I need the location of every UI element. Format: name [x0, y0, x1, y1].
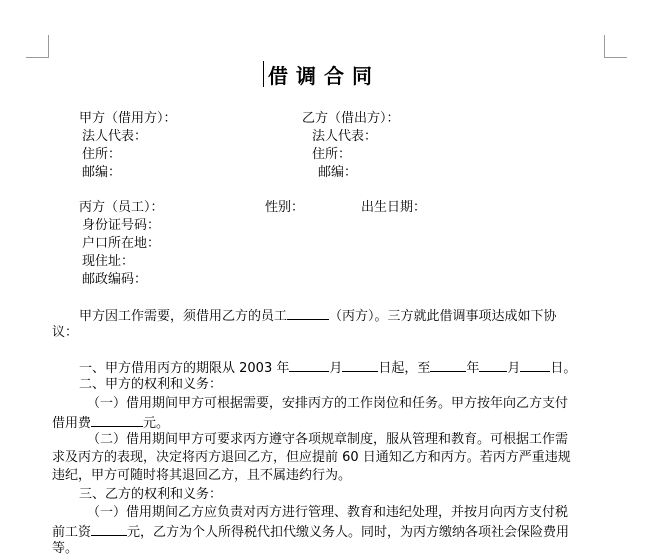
borrowing-fee-unit: 元。 [143, 416, 170, 431]
clause-2-item-1-line-2[interactable] [52, 413, 169, 432]
clause-3-item-1-line-3[interactable]: 等。 [52, 541, 79, 556]
pretax-wage-blank[interactable] [91, 522, 127, 536]
clause-3-heading[interactable]: 三、乙方的权利和义务： [79, 487, 223, 502]
clause-1-term[interactable] [79, 358, 576, 377]
party-a-representative[interactable]: 法人代表： [82, 129, 148, 144]
clause-2-item-1-line-1[interactable]: （一）借用期间甲方可根据需要，安排丙方的工作岗位和任务。甲方按年向乙方支付 [87, 396, 569, 411]
end-year-blank[interactable] [430, 358, 466, 372]
employee-name-blank[interactable] [287, 306, 329, 320]
party-b-label[interactable]: 乙方（借出方）： [302, 111, 400, 126]
margin-corner-mark-top-left [26, 35, 49, 58]
clause-1-text-f: 日。 [550, 361, 577, 376]
intro-text-1: 甲方因工作需要，须借用乙方的员工 [79, 309, 288, 324]
party-b-address[interactable]: 住所： [312, 147, 352, 162]
end-month-blank[interactable] [479, 358, 507, 372]
clause-2-item-2-line-3[interactable]: 违纪，甲方可随时将其退回乙方，且不属违约行为。 [52, 468, 352, 483]
end-day-blank[interactable] [520, 358, 550, 372]
party-c-current-address[interactable]: 现住址： [82, 254, 135, 269]
party-c-postcode[interactable]: 邮政编码： [82, 272, 148, 287]
party-a-postcode[interactable]: 邮编： [82, 165, 122, 180]
party-c-gender[interactable]: 性别： [265, 200, 305, 215]
intro-text-2: （丙方）。三方就此借调事项达成如下协 [329, 309, 557, 324]
intro-line-2[interactable]: 议： [52, 325, 79, 340]
party-c-label[interactable]: 丙方（员工）： [79, 200, 164, 215]
clause-3-item-1-text: 元，乙方为个人所得税代扣代缴义务人。同时，为丙方缴纳各项社会保险费用 [127, 525, 570, 540]
clause-1-text-b: 月 [329, 361, 343, 376]
party-a-label[interactable]: 甲方（借用方）： [79, 111, 177, 126]
text-cursor [263, 61, 264, 87]
clause-2-heading[interactable]: 二、甲方的权利和义务： [79, 377, 223, 392]
party-c-id-number[interactable]: 身份证号码： [82, 218, 161, 233]
margin-corner-mark-top-right [604, 35, 627, 58]
clause-1-text-e: 月 [507, 361, 521, 376]
clause-2-item-2-line-1[interactable]: （二）借用期间甲方可要求丙方遵守各项规章制度，服从管理和教育。可根据工作需 [87, 432, 569, 447]
start-month-blank[interactable] [289, 358, 329, 372]
start-day-blank[interactable] [342, 358, 378, 372]
clause-1-text-d: 年 [466, 361, 480, 376]
clause-3-item-1-line-1[interactable]: （一）借用期间乙方应负责对丙方进行管理、教育和违纪处理，并按月向丙方支付税 [87, 505, 569, 520]
borrowing-fee-blank[interactable] [91, 413, 143, 427]
party-b-postcode[interactable]: 邮编： [318, 165, 358, 180]
clause-3-item-1-line-2[interactable] [52, 522, 569, 541]
borrowing-fee-label: 借用费 [52, 416, 92, 431]
party-b-representative[interactable]: 法人代表： [312, 129, 378, 144]
party-c-hukou[interactable]: 户口所在地： [82, 236, 161, 251]
clause-1-text-a: 一、甲方借用丙方的期限从 2003 年 [79, 361, 290, 376]
pretax-wage-label: 前工资 [52, 525, 92, 540]
clause-2-item-2-line-2[interactable]: 求及丙方的表现，决定将丙方退回乙方，但应提前 60 日通知乙方和丙方。若丙方严重违规 [52, 450, 571, 465]
party-a-address[interactable]: 住所： [82, 147, 122, 162]
clause-1-text-c: 日起，至 [378, 361, 431, 376]
party-c-birth-date[interactable]: 出生日期： [361, 200, 427, 215]
document-title[interactable]: 借调合同 [268, 64, 380, 88]
intro-line-1[interactable] [79, 306, 557, 325]
